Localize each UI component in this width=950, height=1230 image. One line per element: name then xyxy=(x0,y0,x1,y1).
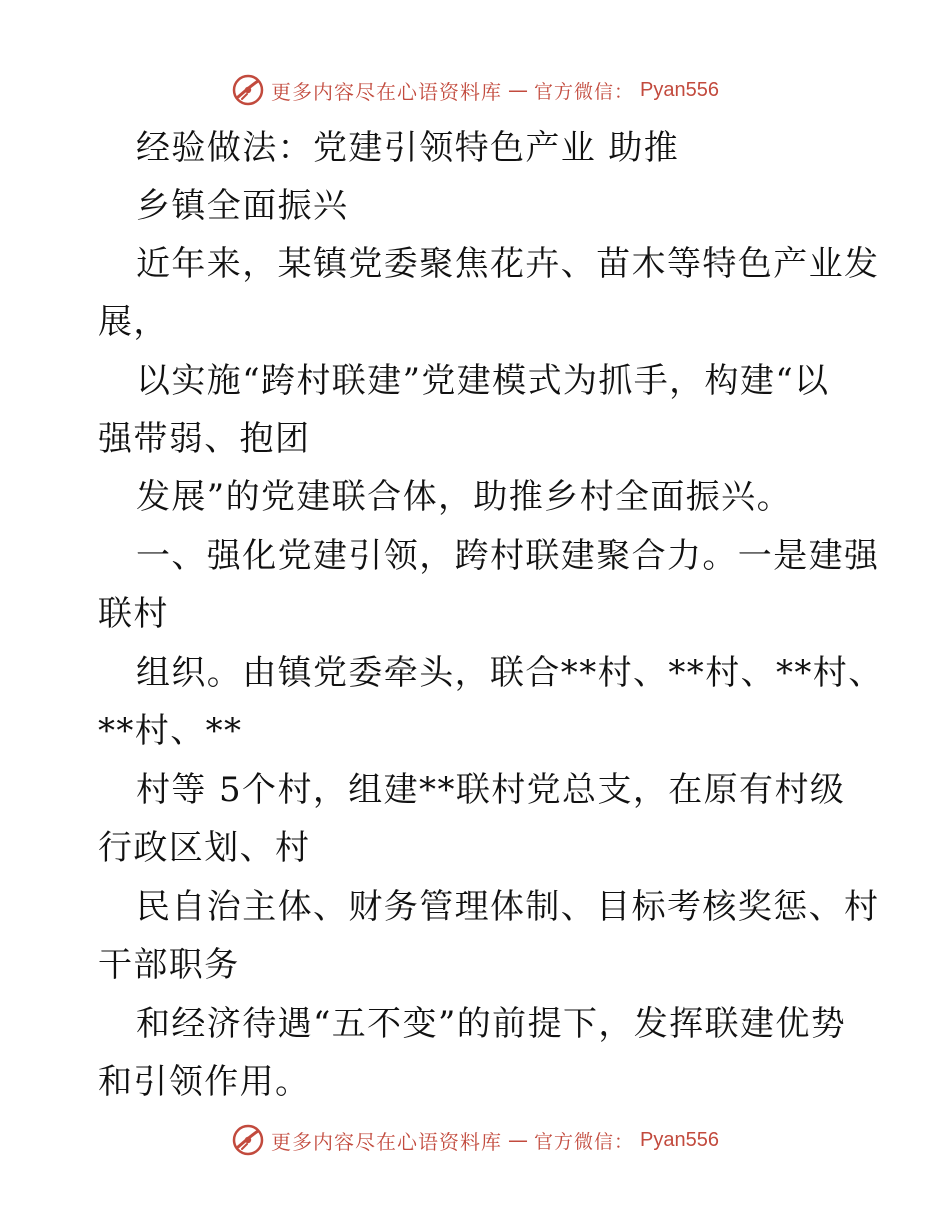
banner-dash: — xyxy=(508,78,528,102)
paragraph-line: 联村 xyxy=(98,594,169,634)
banner-wechat-handle: Pyan556 xyxy=(640,1128,719,1151)
banner-title: 更多内容尽在心语资料库 xyxy=(271,1129,502,1154)
paragraph-line: 村等 5个村，组建**联村党总支，在原有村级 xyxy=(136,770,846,810)
paragraph-line: 发展”的党建联合体，助推乡村全面振兴。 xyxy=(136,477,792,517)
paragraph-line: 强带弱、抱团 xyxy=(98,419,311,459)
doc-title-line-2: 乡镇全面振兴 xyxy=(136,186,349,226)
banner-dash: — xyxy=(508,1128,528,1152)
paragraph-line: 展， xyxy=(98,302,169,342)
banner-title: 更多内容尽在心语资料库 xyxy=(271,79,502,104)
paragraph-line: 干部职务 xyxy=(98,945,240,985)
paragraph-line: 和引领作用。 xyxy=(98,1062,311,1102)
banner-wechat-handle: Pyan556 xyxy=(640,78,719,101)
paragraph-line: 和经济待遇“五不变”的前提下，发挥联建优势 xyxy=(136,1004,847,1044)
banner-wechat-label: 官方微信： xyxy=(534,1130,635,1153)
banner-wechat-label: 官方微信： xyxy=(534,80,635,103)
paragraph-line: 组织。由镇党委牵头，联合**村、**村、**村、 xyxy=(136,653,884,693)
paragraph-line: **村、** xyxy=(98,711,243,751)
paragraph-line: 行政区划、村 xyxy=(98,828,311,868)
paragraph-line: 民自治主体、财务管理体制、目标考核奖惩、村 xyxy=(136,887,880,927)
paragraph-line: 一、强化党建引领，跨村联建聚合力。一是建强 xyxy=(136,536,880,576)
paragraph-line: 以实施“跨村联建”党建模式为抓手，构建“以 xyxy=(136,361,830,401)
doc-title-line-1: 经验做法：党建引领特色产业 助推 xyxy=(136,128,680,168)
brand-logo-icon xyxy=(231,1123,265,1157)
footer-banner xyxy=(0,1122,950,1158)
paragraph-line: 近年来，某镇党委聚焦花卉、苗木等特色产业发 xyxy=(136,244,880,284)
